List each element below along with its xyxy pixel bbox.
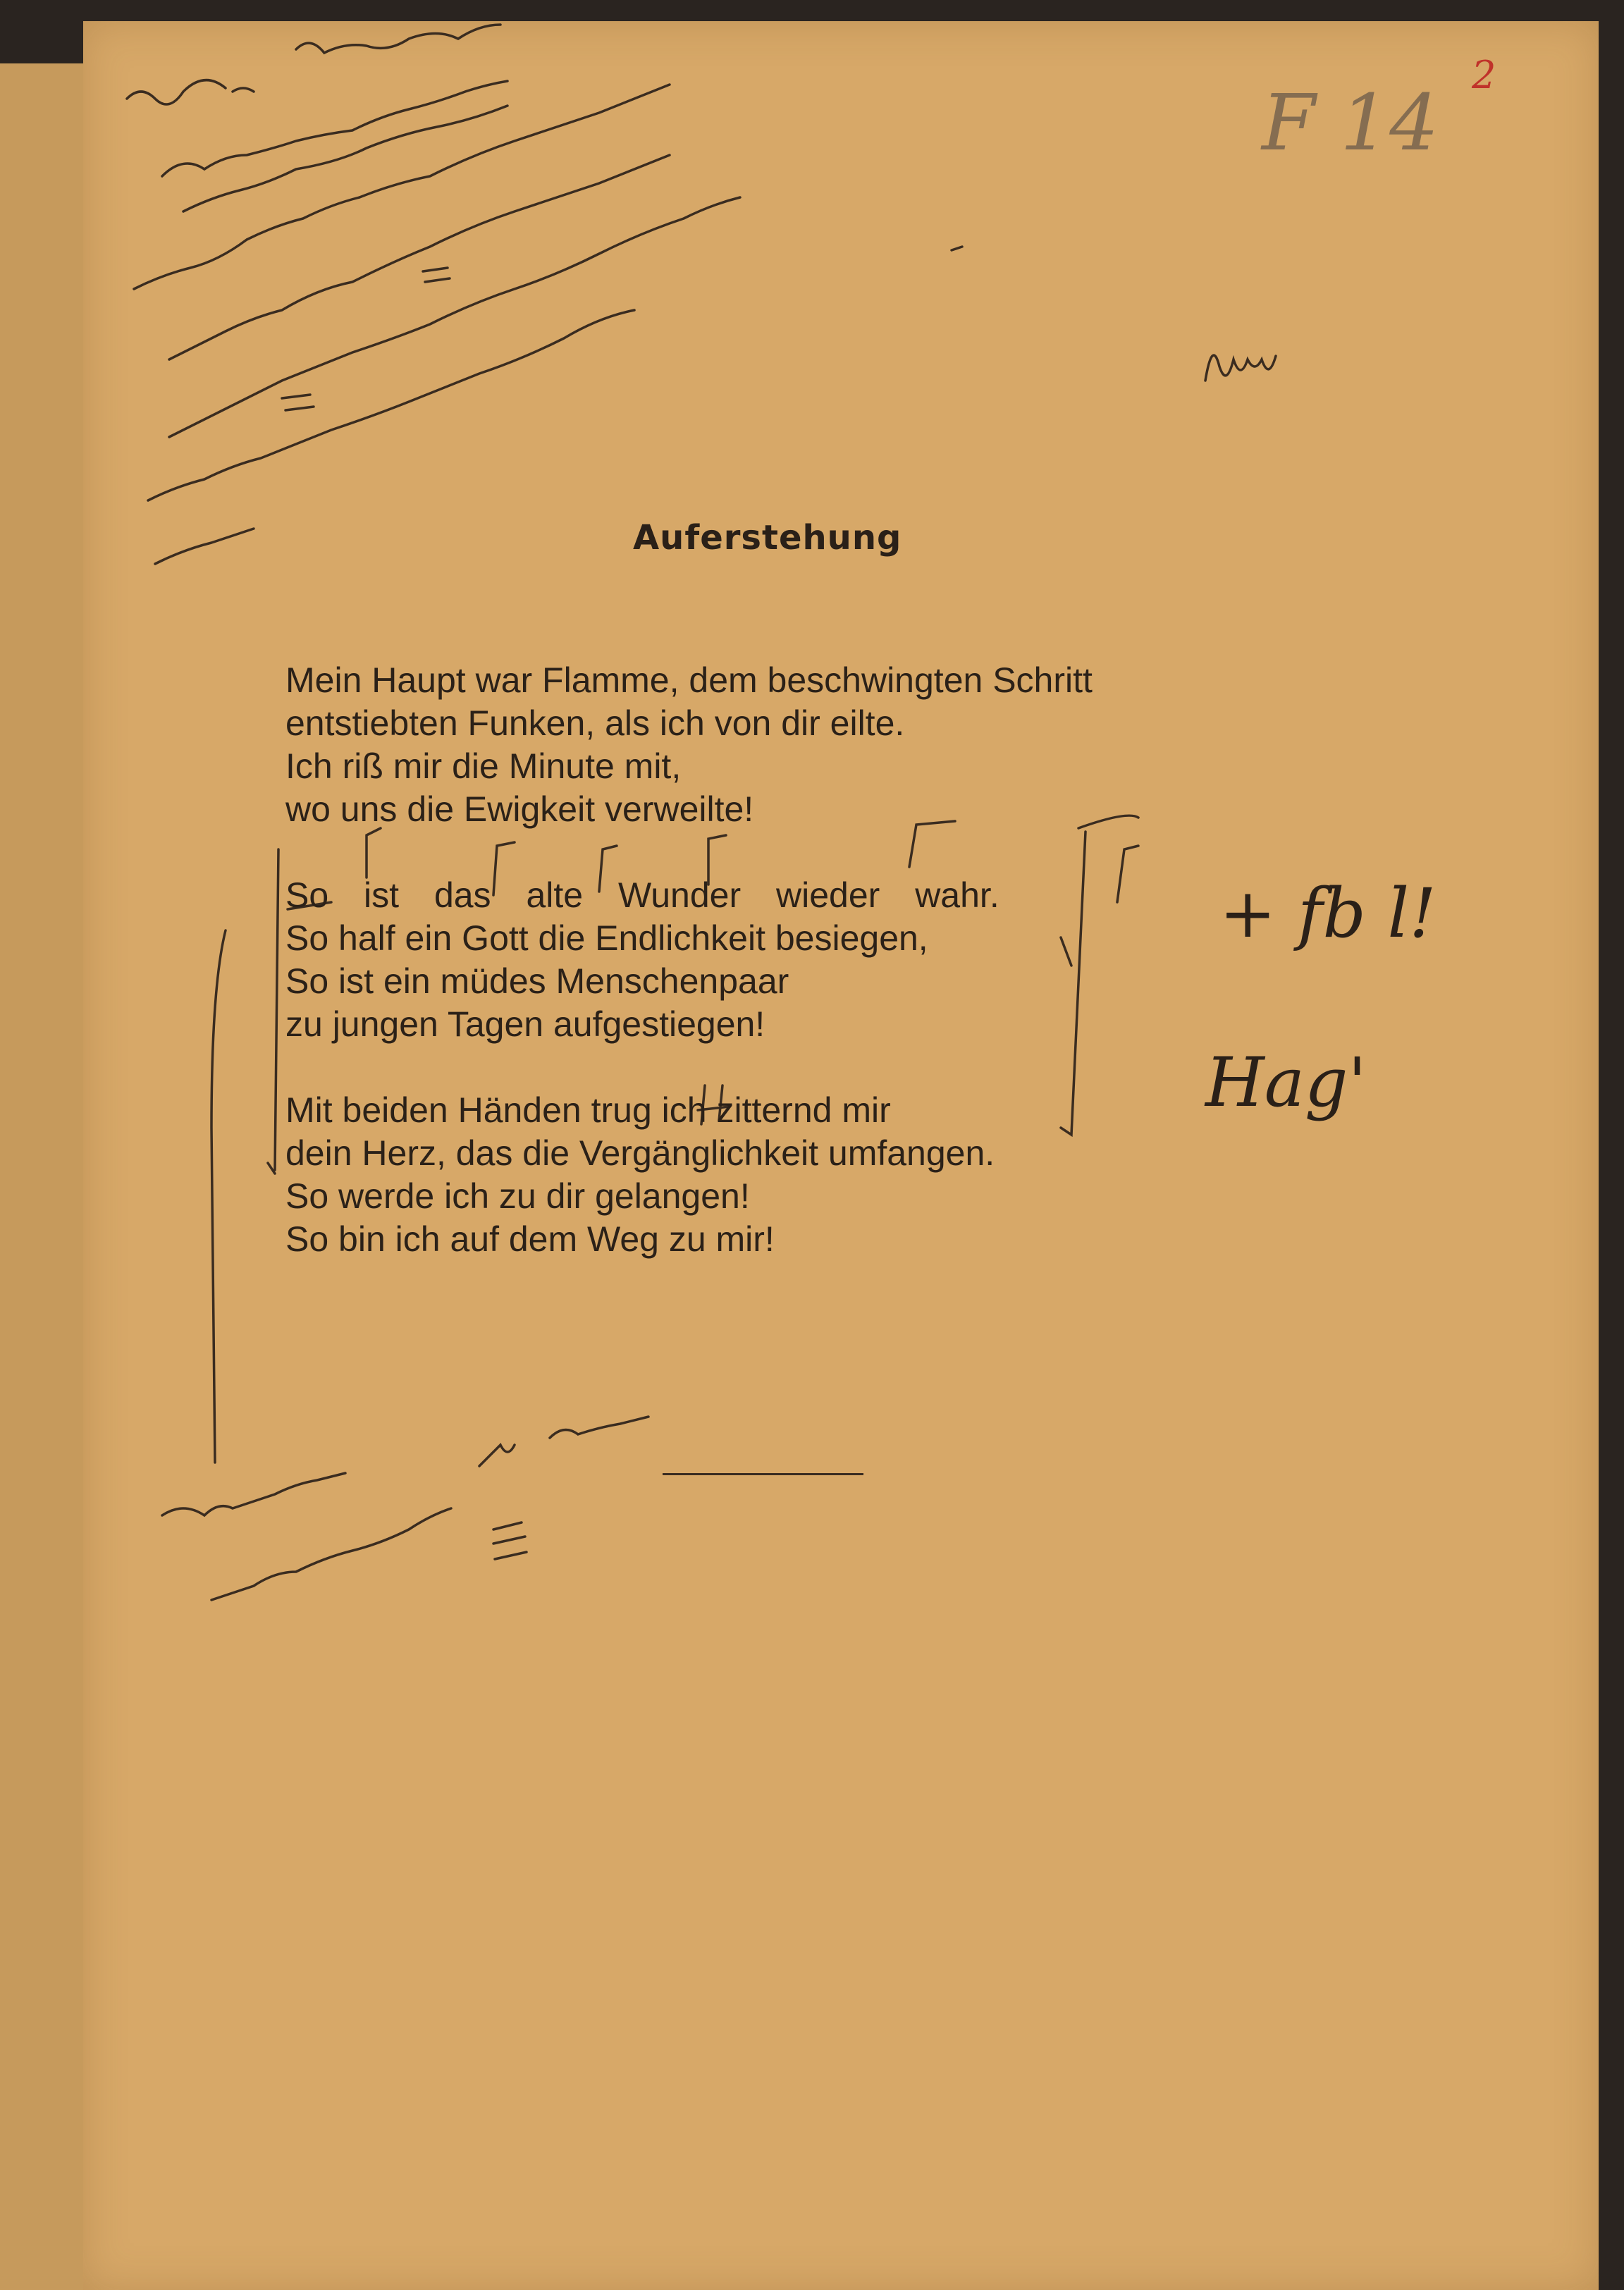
handwritten-note-line xyxy=(296,25,500,53)
stanza-3 xyxy=(285,1089,1093,1261)
poem-line: Mein Haupt war Flamme, dem beschwingten Schritt xyxy=(285,660,1093,700)
ink-dot xyxy=(952,247,962,250)
stanza-2 xyxy=(285,874,1093,1046)
ink-scribble xyxy=(1205,355,1276,381)
poem-line: entstiebten Funken, als ich von dir eilte. xyxy=(285,703,905,743)
equals-mark xyxy=(423,268,450,282)
margin-note-right-1: + fb l! xyxy=(1219,874,1437,953)
margin-note-right-2: Hag' xyxy=(1205,1043,1367,1122)
poem-line: So ist das alte Wunder wieder wahr. xyxy=(285,875,999,915)
poem-line: Mit beiden Händen trug ich zitternd mir xyxy=(285,1090,891,1130)
poem-line: dein Herz, das die Vergänglichkeit umfangen. xyxy=(285,1133,995,1173)
handwritten-note-line xyxy=(127,80,254,104)
handwritten-note-line xyxy=(169,197,740,437)
handwritten-note-line xyxy=(211,1508,451,1600)
poem-body xyxy=(285,659,1093,1261)
end-rule xyxy=(663,1473,863,1475)
poem-line: Ich riß mir die Minute mit, xyxy=(285,746,682,786)
stanza-1 xyxy=(285,659,1093,831)
poem-title: Auferstehung xyxy=(633,518,902,558)
shelf-mark: F 14 xyxy=(1262,78,1439,168)
poem-line: So werde ich zu dir gelangen! xyxy=(285,1176,750,1216)
handwritten-note-line xyxy=(479,1445,515,1466)
equals-mark xyxy=(282,395,314,410)
stress-mark xyxy=(1117,846,1138,902)
handwritten-note-line xyxy=(155,529,254,564)
equals-mark xyxy=(493,1522,527,1559)
poem-line: So bin ich auf dem Weg zu mir! xyxy=(285,1219,775,1259)
poem-line: zu jungen Tagen aufgestiegen! xyxy=(285,1004,765,1044)
handwritten-note-line xyxy=(162,81,508,176)
margin-bracket-left xyxy=(211,849,278,1463)
poem-line: So half ein Gott die Endlichkeit besiegen, xyxy=(285,918,928,958)
handwritten-note-line xyxy=(550,1417,648,1438)
handwritten-note-line xyxy=(162,1473,345,1515)
poem-line: wo uns die Ewigkeit verweilte! xyxy=(285,789,754,829)
page-number-red: 2 xyxy=(1472,53,1496,97)
handwritten-note-line xyxy=(183,106,508,211)
poem-line: So ist ein müdes Menschenpaar xyxy=(285,961,789,1001)
